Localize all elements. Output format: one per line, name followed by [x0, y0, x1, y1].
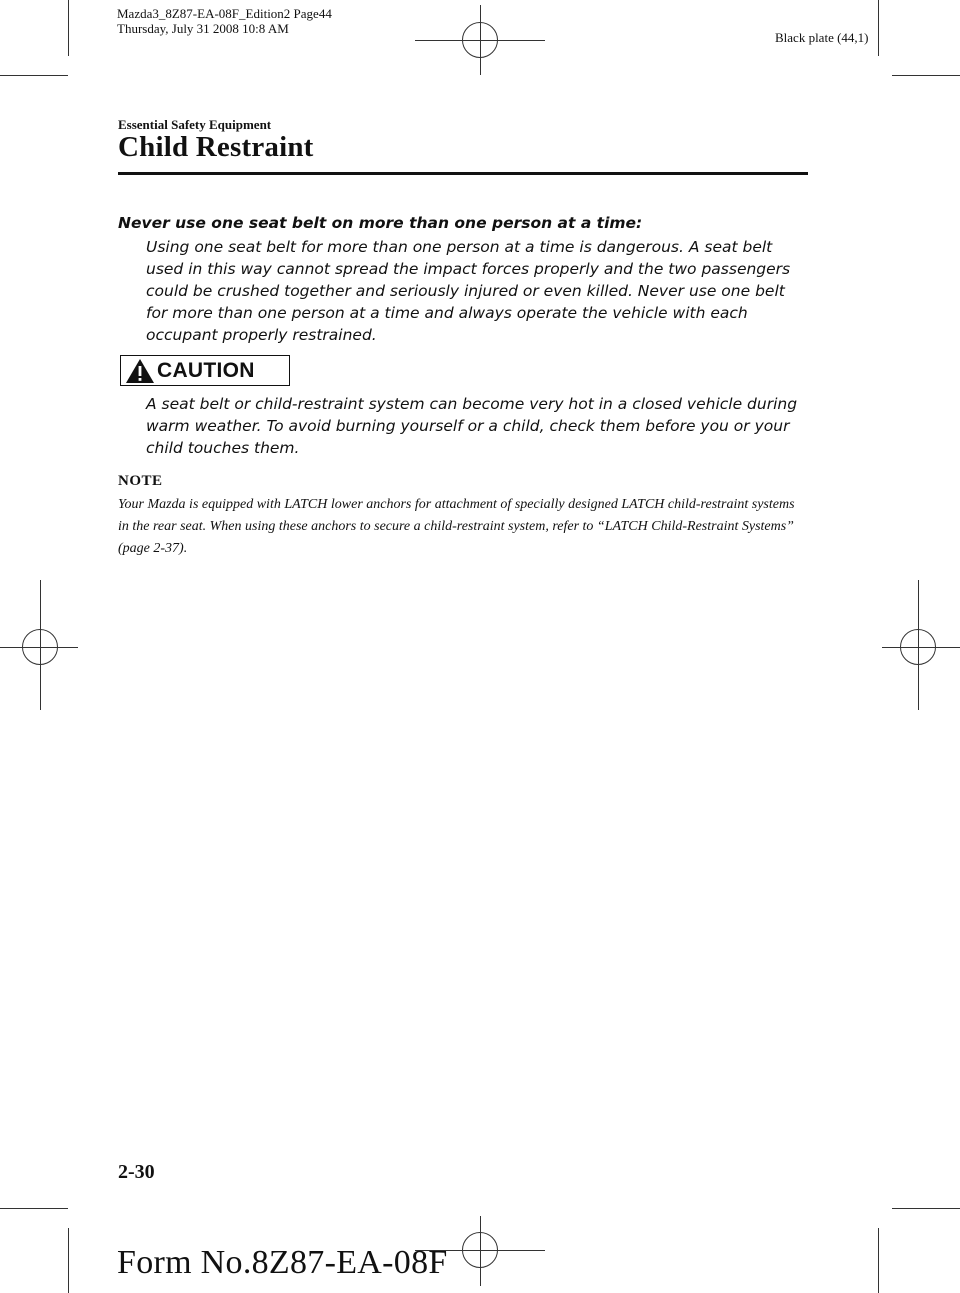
print-info — [117, 6, 332, 36]
caution-body: A seat belt or child-restraint system can become very hot in a closed vehicle during warm weather. To avoid burning yourself or a child, check them before you or your child touches them. — [146, 395, 798, 457]
warning-triangle-icon — [125, 358, 155, 384]
warning-item-body: Using one seat belt for more than one person at a time is dangerous. A seat belt used in this way cannot spread the impact forces properly and the two passengers could be crushed together and seriously injured or even killed. Never use one belt for more than one person at a time and always operate the vehicle with each occupant properly restrained. — [146, 238, 791, 344]
caution-label: CAUTION — [157, 358, 255, 382]
note-heading: NOTE — [118, 473, 163, 489]
page-title: Child Restraint — [118, 131, 314, 163]
plate-label: Black plate (44,1) — [775, 30, 869, 45]
section-label: Essential Safety Equipment — [118, 117, 272, 132]
warning-item-heading: Never use one seat belt on more than one person at a time: — [118, 214, 643, 232]
print-info-date: Thursday, July 31 2008 10:8 AM — [117, 21, 289, 36]
form-number: Form No.8Z87-EA-08F — [117, 1244, 448, 1281]
print-info-file: Mazda3_8Z87-EA-08F_Edition2 Page44 — [117, 6, 332, 21]
page-number: 2-30 — [118, 1161, 155, 1183]
caution-badge — [120, 355, 290, 386]
note-body: Your Mazda is equipped with LATCH lower anchors for attachment of specially designed LATCH child-restraint systems in the rear seat. When using these anchors to secure a child-restraint system, refer to “LATCH Child-Restraint Systems” (page 2-37). — [118, 497, 795, 556]
title-rule — [118, 172, 808, 175]
